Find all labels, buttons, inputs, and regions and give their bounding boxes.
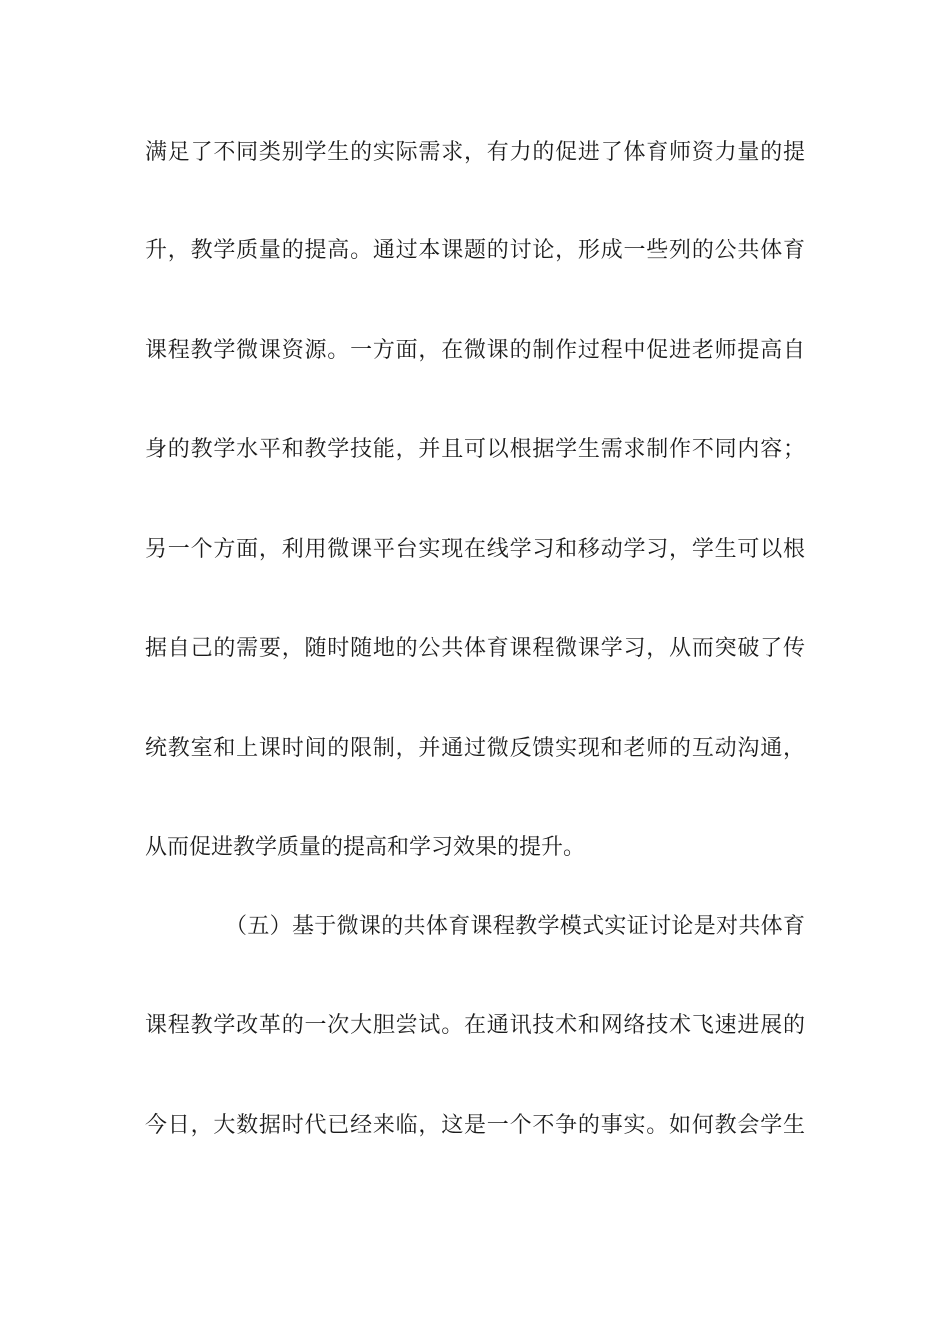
section-heading-line: （五）基于微课的共体育课程教学模式实证讨论是对共体育: [225, 914, 805, 939]
paragraph-line: 身的教学水平和教学技能，并且可以根据学生需求制作不同内容；: [145, 437, 805, 462]
paragraph-line: 满足了不同类别学生的实际需求，有力的促进了体育师资力量的提: [145, 140, 805, 165]
paragraph-line: 今日，大数据时代已经来临，这是一个不争的事实。如何教会学生: [145, 1113, 805, 1138]
paragraph-line: 据自己的需要，随时随地的公共体育课程微课学习，从而突破了传: [145, 636, 805, 661]
paragraph-line: 统教室和上课时间的限制，并通过微反馈实现和老师的互动沟通，: [145, 736, 805, 761]
paragraph-line: 课程教学微课资源。一方面，在微课的制作过程中促进老师提高自: [145, 338, 805, 363]
paragraph-line-last: 从而促进教学质量的提高和学习效果的提升。: [145, 835, 586, 860]
paragraph-line: 另一个方面，利用微课平台实现在线学习和移动学习，学生可以根: [145, 537, 805, 562]
paragraph-line: 升，教学质量的提高。通过本课题的讨论，形成一些列的公共体育: [145, 238, 805, 263]
paragraph-line: 课程教学改革的一次大胆尝试。在通讯技术和网络技术飞速进展的: [145, 1013, 805, 1038]
